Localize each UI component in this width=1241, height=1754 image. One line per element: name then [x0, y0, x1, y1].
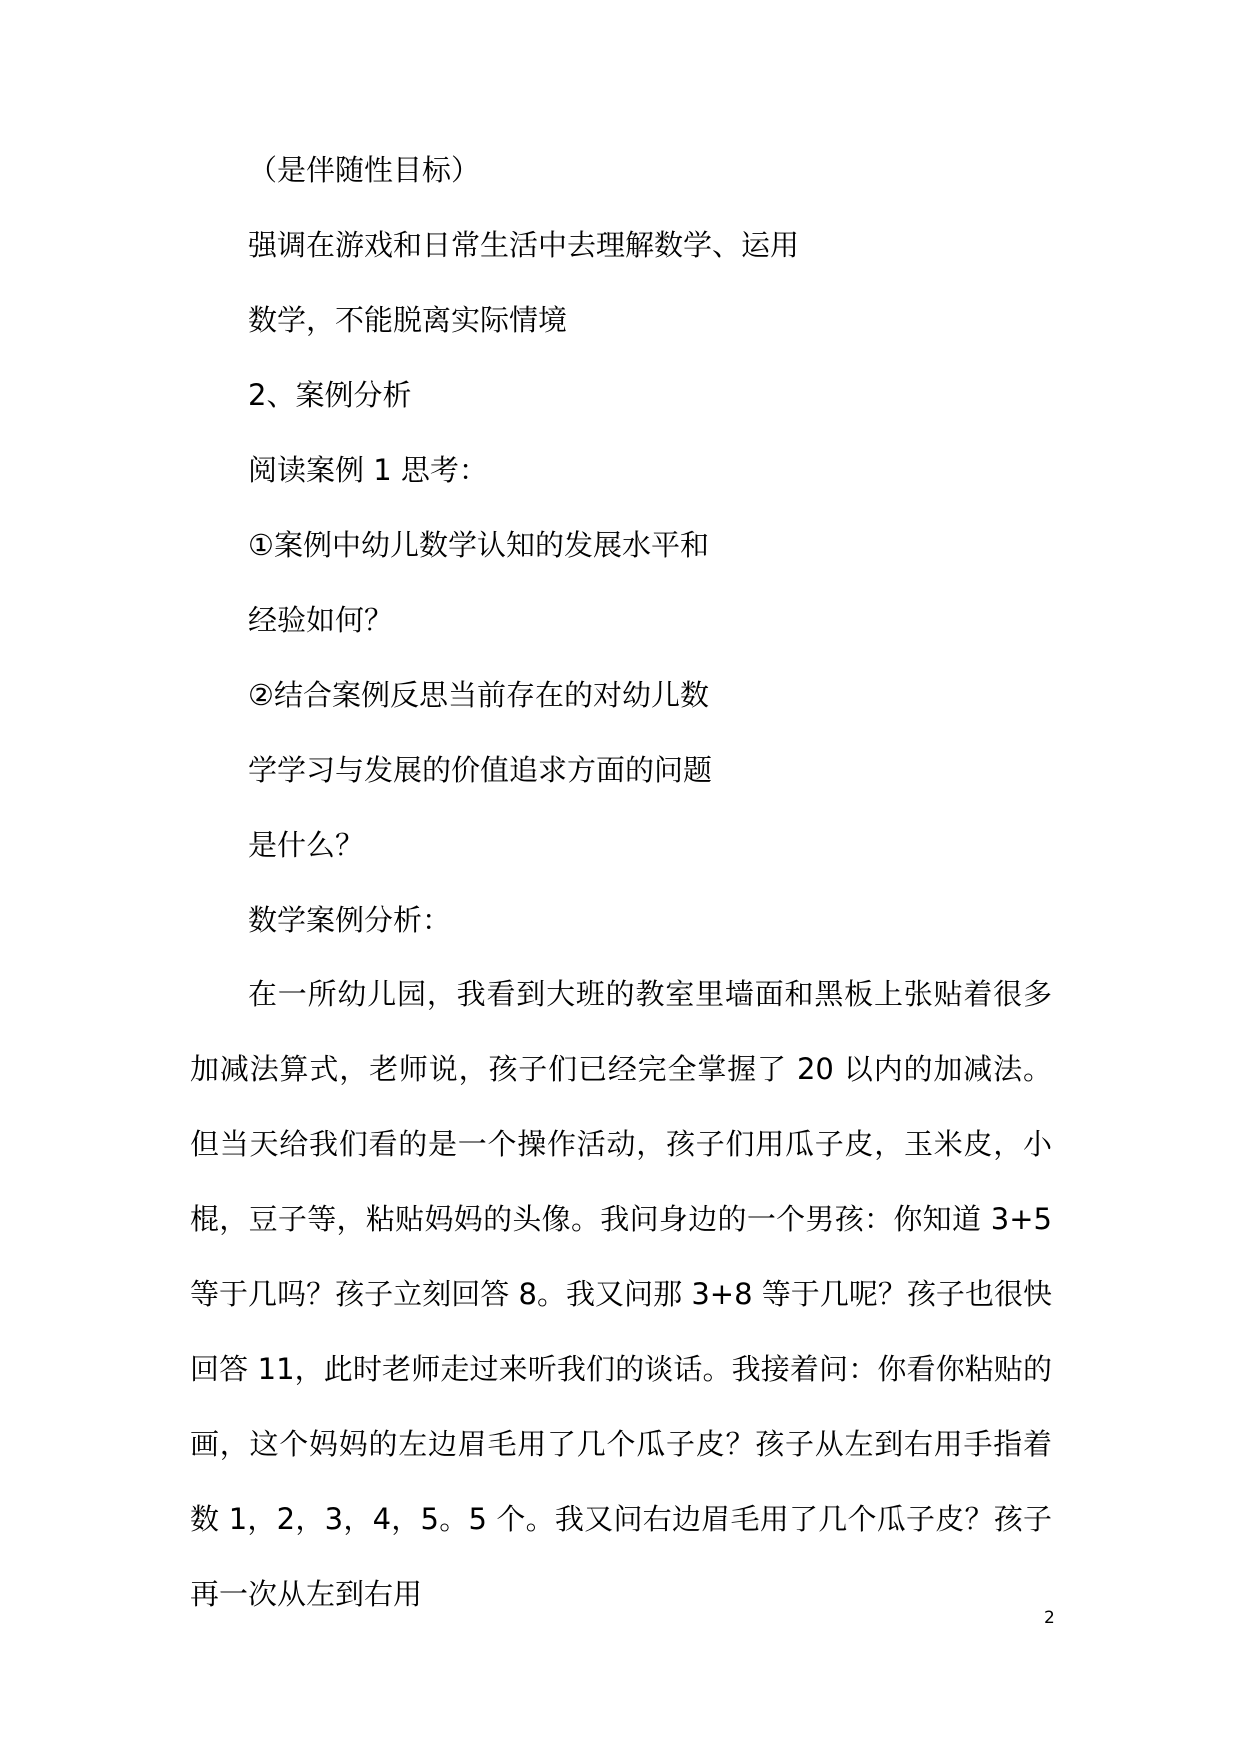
- text-line-goal-note: （是伴随性目标）: [248, 153, 481, 187]
- page-number: 2: [1044, 1608, 1055, 1628]
- text-line-read-case: 阅读案例 1 思考：: [248, 453, 488, 487]
- question-1: ①案例中幼儿数学认知的发展水平和: [248, 528, 709, 562]
- question-2-cont: 学学习与发展的价值追求方面的问题: [248, 753, 713, 787]
- question-2: ②结合案例反思当前存在的对幼儿数: [248, 678, 709, 712]
- case-paragraph: 在一所幼儿园，我看到大班的教室里墙面和黑板上张贴着很多加减法算式，老师说，孩子们已经完全掌握了 20 以内的加减法。但当天给我们看的是一个操作活动，孩子们用瓜子皮，玉米皮，小棍，豆子等，粘贴妈妈的头像。我问身边的一个男孩：你知道 3+5 等于几吗？孩子立刻回答 8。我又问那 3+8 等于几呢？孩子也很快回答 11，此时老师走过来听我们的谈话。我接着问：你看你粘贴的画，这个妈妈的左边眉毛用了几个瓜子皮？孩子从左到右用手指着数 1，2，3，4，5。5 个。我又问右边眉毛用了几个瓜子皮？孩子再一次从左到右用: [190, 977, 1052, 1611]
- question-1-cont: 经验如何？: [248, 603, 394, 637]
- text-line-emphasis: 强调在游戏和日常生活中去理解数学、运用: [248, 228, 800, 262]
- question-2-end: 是什么？: [248, 828, 365, 862]
- text-line-emphasis-cont: 数学，不能脱离实际情境: [248, 303, 568, 337]
- section-heading-case-analysis: 2、案例分析: [248, 378, 412, 412]
- subheading-math-case: 数学案例分析：: [248, 903, 452, 937]
